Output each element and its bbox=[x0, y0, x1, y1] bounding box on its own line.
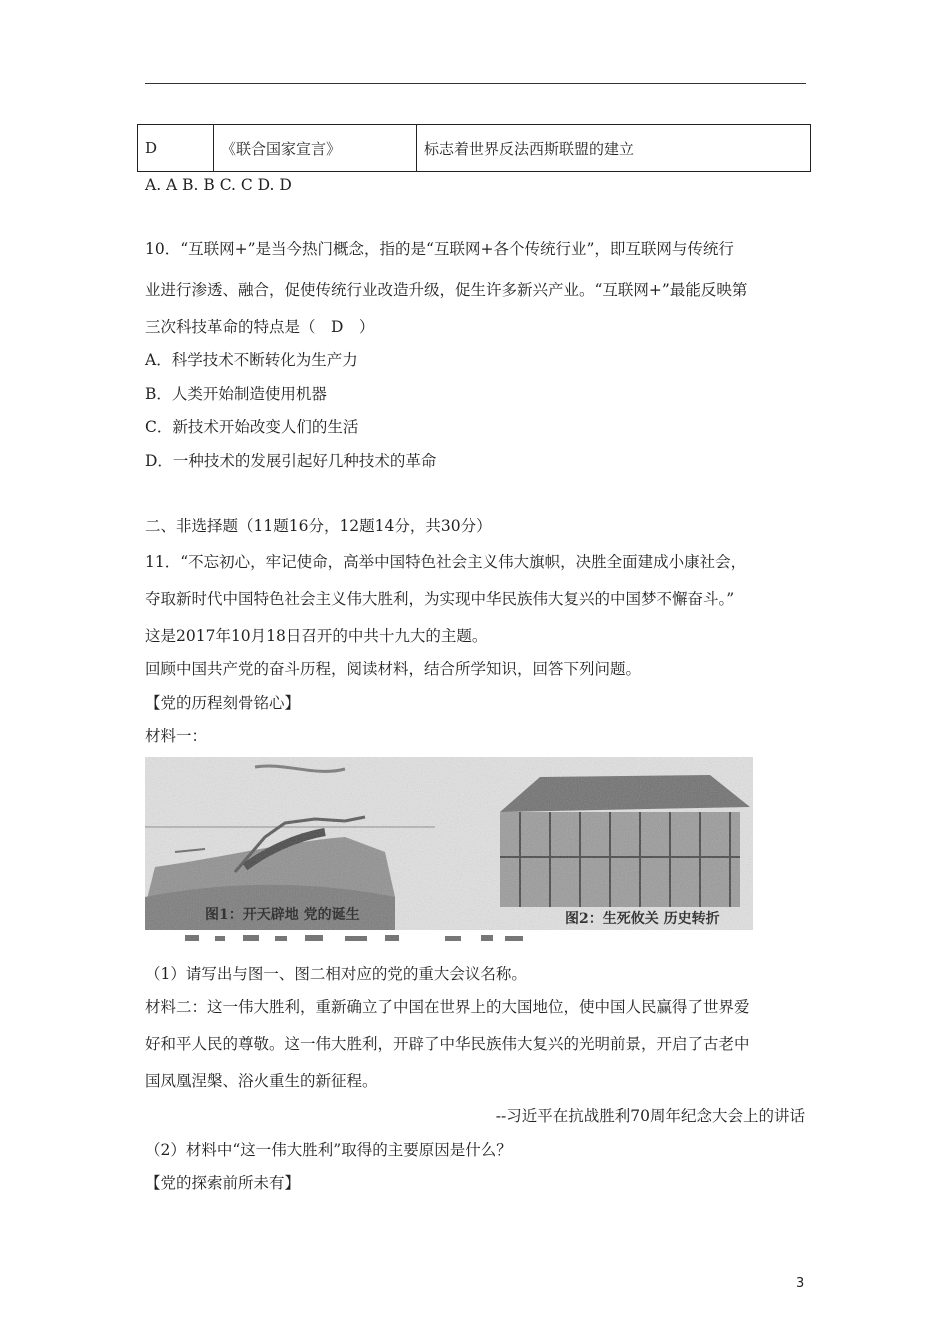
q11-question2: （2）材料中“这一伟大胜利”取得的主要原因是什么？ bbox=[145, 1141, 512, 1159]
q10-stem-line3: 三次科技革命的特点是（ D ） bbox=[145, 318, 375, 336]
q10-option-d: D．一种技术的发展引起好几种技术的革命 bbox=[145, 452, 437, 470]
q11-question1: （1）请写出与图一、图二相对应的党的重大会议名称。 bbox=[145, 965, 527, 983]
material2-line3: 国凤凰涅槃、浴火重生的新征程。 bbox=[145, 1072, 378, 1090]
header-rule bbox=[145, 83, 806, 84]
table-cell-letter: D bbox=[138, 125, 214, 172]
table-row bbox=[138, 125, 811, 172]
historical-figure bbox=[145, 757, 753, 930]
cut-text-fragment bbox=[145, 931, 753, 944]
q10-stem-line1: 10．“互联网+”是当今热门概念，指的是“互联网+各个传统行业”，即互联网与传统行 bbox=[145, 240, 734, 258]
page-number: 3 bbox=[796, 1276, 805, 1291]
material2-line2: 好和平人民的尊敬。这一伟大胜利，开辟了中华民族伟大复兴的光明前景，开启了古老中 bbox=[145, 1035, 750, 1053]
sub-heading-history: 【党的历程刻骨铭心】 bbox=[145, 694, 301, 712]
figure-caption-1: 图1：开天辟地 党的诞生 bbox=[205, 907, 360, 923]
q9-options: A. A B. B C. C D. D bbox=[145, 176, 292, 194]
q11-instruction: 回顾中国共产党的奋斗历程，阅读材料，结合所学知识，回答下列问题。 bbox=[145, 660, 642, 678]
table-cell-significance: 标志着世界反法西斯联盟的建立 bbox=[417, 125, 811, 172]
q10-option-a: A．科学技术不断转化为生产力 bbox=[145, 351, 358, 369]
figure-caption-2: 图2：生死攸关 历史转折 bbox=[565, 911, 720, 927]
figure-cut-edge bbox=[145, 930, 753, 944]
option-table bbox=[137, 124, 811, 172]
section-heading: 二、非选择题（11题16分，12题14分，共30分） bbox=[145, 517, 492, 535]
q10-option-b: B．人类开始制造使用机器 bbox=[145, 385, 327, 403]
table-cell-document: 《联合国家宣言》 bbox=[214, 125, 417, 172]
sub-heading-exploration: 【党的探索前所未有】 bbox=[145, 1174, 301, 1192]
material2-source: --习近平在抗战胜利70周年纪念大会上的讲话 bbox=[495, 1107, 805, 1125]
material2-line1: 材料二：这一伟大胜利，重新确立了中国在世界上的大国地位，使中国人民赢得了世界爱 bbox=[145, 998, 750, 1016]
material1-label: 材料一： bbox=[145, 727, 208, 745]
q11-stem-line3: 这是2017年10月18日召开的中共十九大的主题。 bbox=[145, 627, 488, 645]
q10-stem-line2: 业进行渗透、融合，促使传统行业改造升级，促生许多新兴产业。“互联网+”最能反映第 bbox=[145, 281, 748, 299]
q10-option-c: C．新技术开始改变人们的生活 bbox=[145, 418, 359, 436]
figure-illustration bbox=[145, 757, 753, 930]
q11-stem-line1: 11．“不忘初心，牢记使命，高举中国特色社会主义伟大旗帜，决胜全面建成小康社会， bbox=[145, 553, 747, 571]
q11-stem-line2: 夺取新时代中国特色社会主义伟大胜利，为实现中华民族伟大复兴的中国梦不懈奋斗。” bbox=[145, 590, 735, 608]
